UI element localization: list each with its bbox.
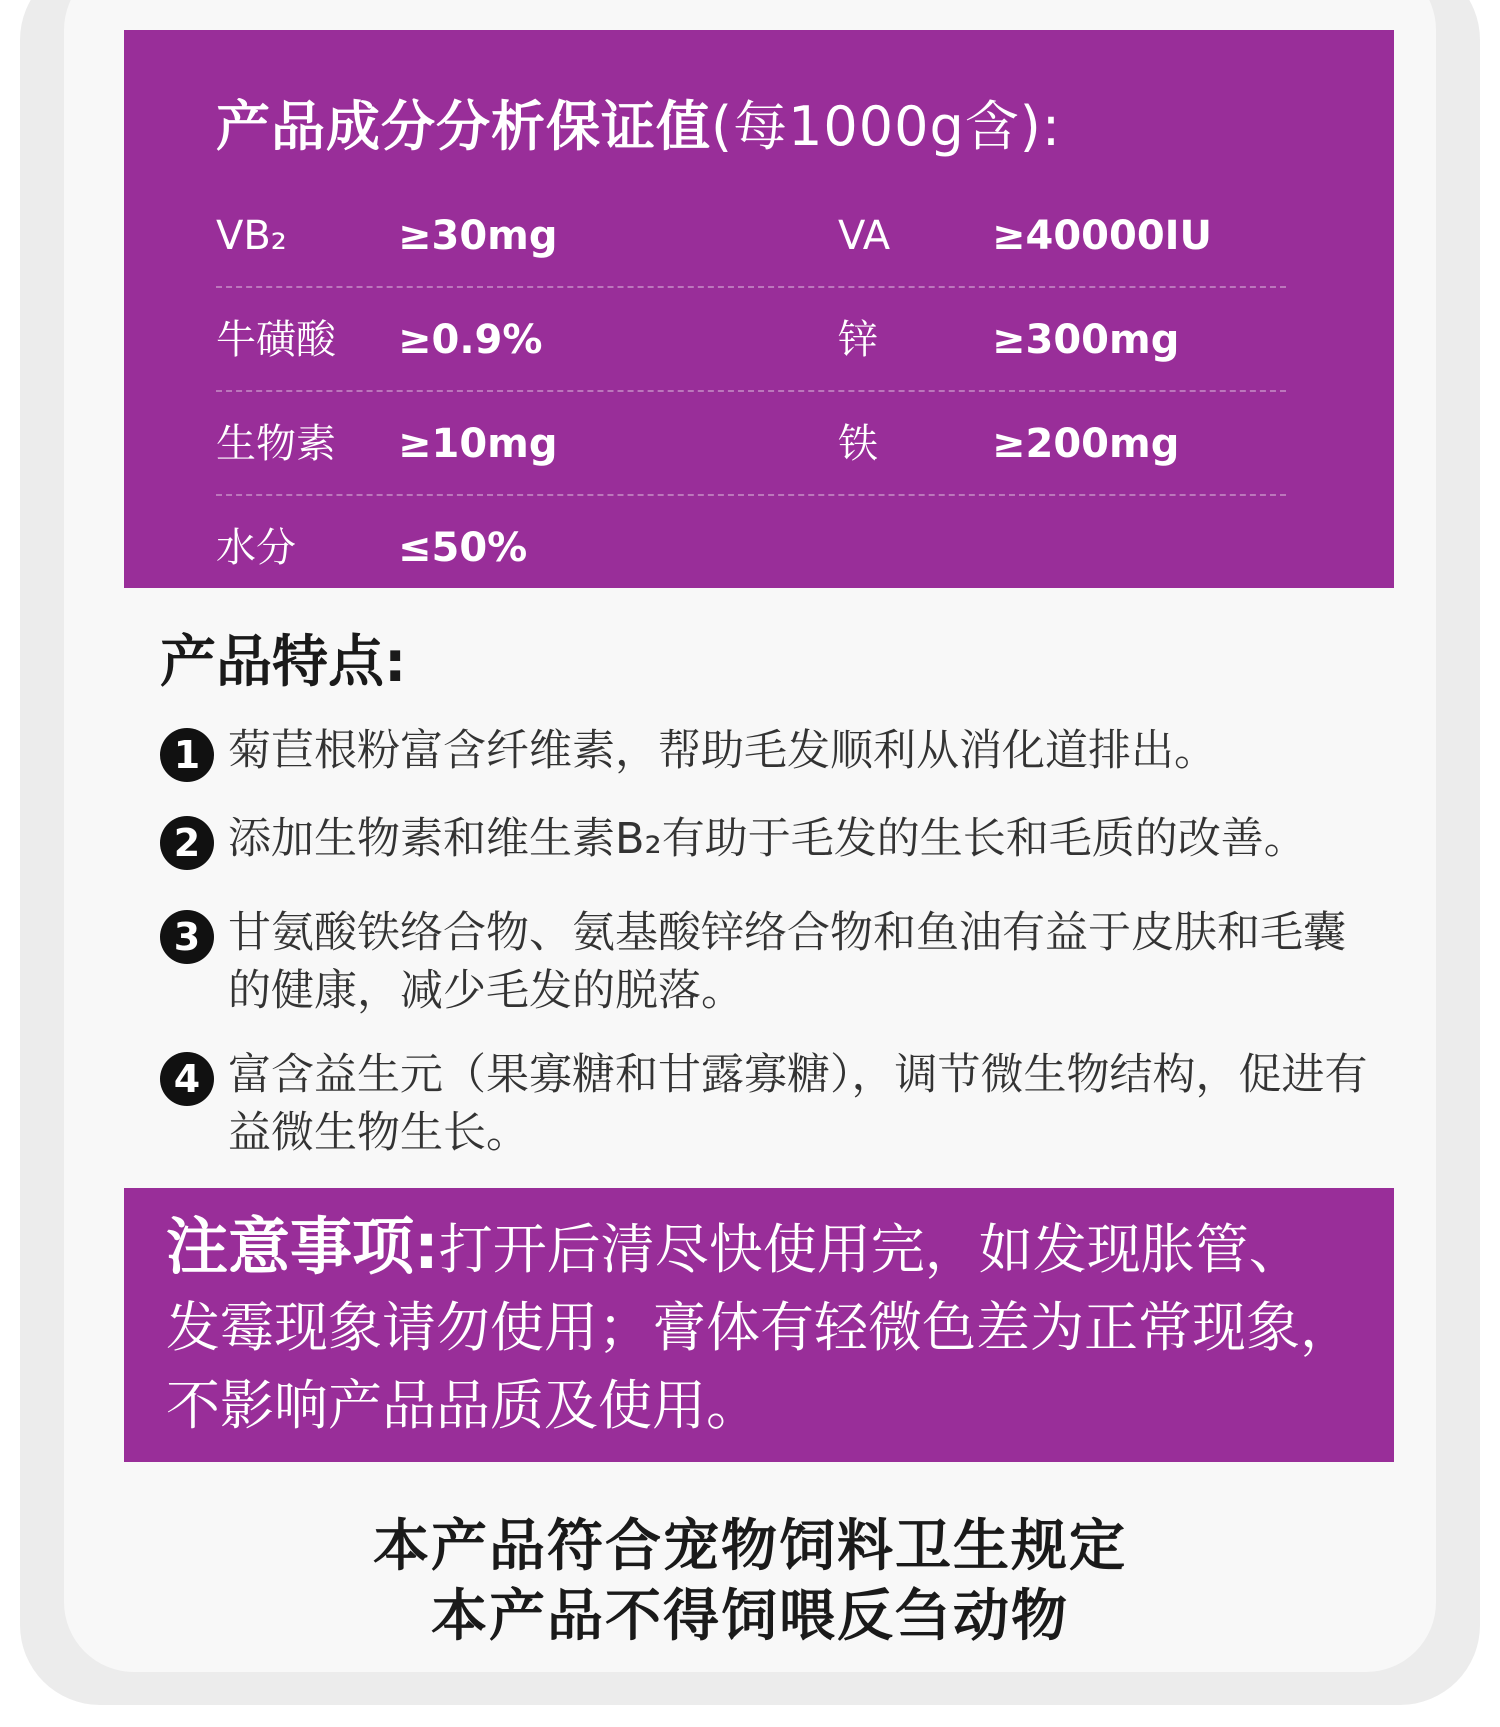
number-3-icon: 3 (160, 910, 214, 964)
nutrient-name: VB₂ (216, 213, 287, 259)
analysis-panel (124, 30, 1394, 588)
notice-text: 打开后清尽快使用完，如发现胀管、发霉现象请勿使用；膏体有轻微色差为正常现象，不影响产品品质及使用。 (166, 1218, 1354, 1437)
analysis-row (216, 288, 1286, 392)
feature-text: 甘氨酸铁络合物、氨基酸锌络合物和鱼油有益于皮肤和毛囊的健康，减少毛发的脱落。 (228, 908, 1346, 1016)
number-4-icon: 4 (160, 1052, 214, 1106)
analysis-title-main: 产品成分分析保证值 (216, 95, 711, 158)
feature-text: 菊苣根粉富含纤维素，帮助毛发顺利从消化道排出。 (228, 726, 1217, 776)
features-title: 产品特点: (160, 630, 407, 695)
notice-text-block (166, 1208, 1354, 1445)
number-1-icon: 1 (160, 728, 214, 782)
analysis-row (216, 184, 1286, 288)
analysis-row (216, 392, 1286, 496)
nutrient-name: 水分 (216, 525, 296, 571)
nutrient-value: ≥300mg (992, 317, 1180, 363)
nutrient-value: ≥40000IU (992, 213, 1213, 259)
nutrient-value: ≥30mg (398, 213, 558, 259)
nutrient-value: ≥10mg (398, 421, 558, 467)
nutrient-name: 铁 (838, 421, 878, 467)
notice-label: 注意事项: (166, 1210, 439, 1283)
analysis-title (216, 84, 1061, 161)
footer-line-1: 本产品符合宠物饲料卫生规定 (373, 1514, 1127, 1579)
nutrient-value: ≤50% (398, 525, 528, 571)
number-2-icon: 2 (160, 816, 214, 870)
analysis-title-unit: (每1000g含): (711, 95, 1062, 158)
analysis-row (216, 496, 1286, 600)
notice-panel (124, 1188, 1394, 1462)
nutrient-name: 牛磺酸 (216, 317, 336, 363)
nutrient-name: 生物素 (216, 421, 336, 467)
feature-text: 富含益生元（果寡糖和甘露寡糖），调节微生物结构，促进有益微生物生长。 (228, 1050, 1368, 1158)
feature-text: 添加生物素和维生素B₂有助于毛发的生长和毛质的改善。 (228, 814, 1307, 864)
footer-line-2: 本产品不得饲喂反刍动物 (431, 1584, 1069, 1649)
nutrient-name: 锌 (838, 317, 878, 363)
nutrient-name: VA (838, 213, 891, 259)
nutrient-value: ≥0.9% (398, 317, 543, 363)
nutrient-value: ≥200mg (992, 421, 1180, 467)
